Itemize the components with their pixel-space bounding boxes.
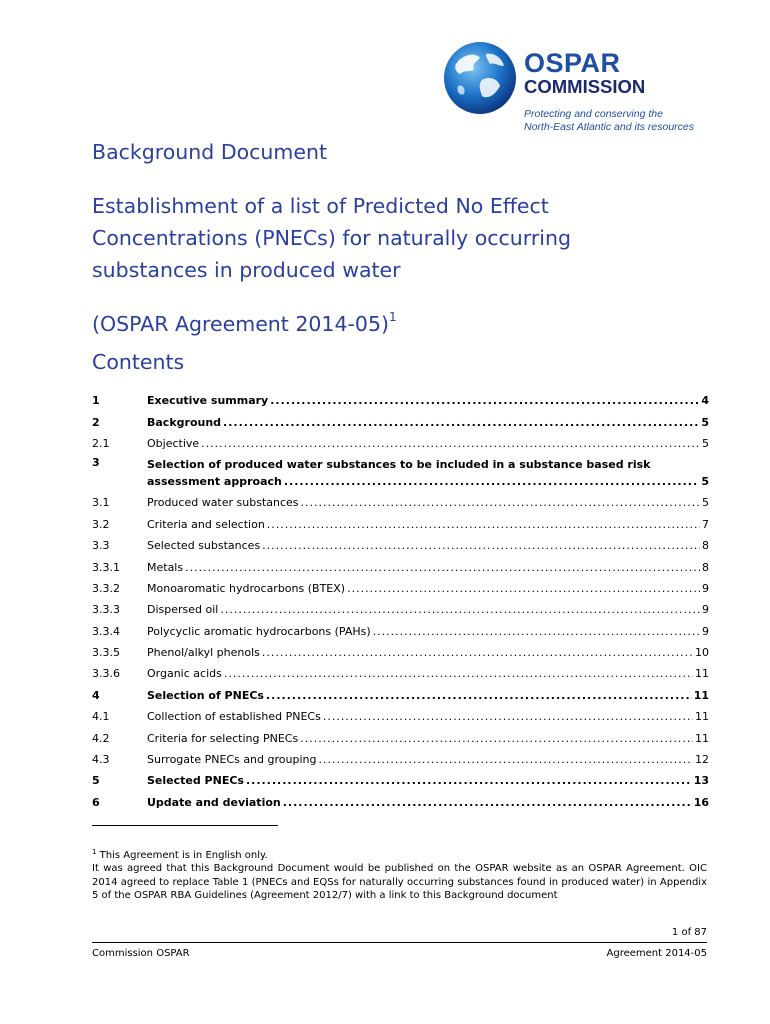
toc-entry-page: 11 — [693, 688, 709, 702]
toc-entry-number: 3 — [92, 456, 100, 470]
toc-leader-dots — [284, 473, 700, 490]
ospar-logo — [442, 40, 702, 135]
toc-entry-title: Monoaromatic hydrocarbons (BTEX) — [147, 581, 346, 595]
title-line2: Concentrations (PNECs) for naturally occurring — [92, 226, 571, 250]
toc-leader-dots — [347, 582, 700, 595]
toc-entry[interactable] — [92, 642, 709, 663]
toc-entry-number: 4.3 — [92, 753, 110, 767]
toc-entry[interactable] — [92, 749, 709, 770]
toc-entry[interactable] — [92, 770, 709, 791]
footer-left: Commission OSPAR — [92, 948, 190, 959]
toc-entry-title: Polycyclic aromatic hydrocarbons (PAHs) — [147, 624, 371, 638]
toc-entry-page: 11 — [695, 710, 709, 724]
toc-entry-number: 3.3.5 — [92, 646, 120, 660]
table-of-contents — [92, 390, 709, 813]
toc-entry[interactable] — [92, 578, 709, 599]
toc-entry-page: 10 — [695, 646, 709, 660]
toc-leader-dots — [373, 625, 700, 638]
toc-entry-page: 9 — [702, 603, 709, 617]
toc-entry-page: 4 — [701, 394, 709, 408]
toc-entry-number: 3.2 — [92, 517, 110, 531]
toc-entry[interactable] — [92, 390, 709, 411]
toc-entry-title: Produced water substances — [147, 496, 299, 510]
brand-subname: COMMISSION — [524, 76, 646, 97]
toc-entry-page: 8 — [702, 539, 709, 553]
toc-entry[interactable] — [92, 621, 709, 642]
toc-entry-title: Criteria and selection — [147, 517, 265, 531]
footnote — [92, 846, 707, 902]
document-type-heading: Background Document — [92, 140, 328, 164]
page-number: 1 of 87 — [671, 927, 707, 938]
toc-entry-title: Selected PNECs — [147, 774, 244, 788]
toc-entry-title: Selection of PNECs — [147, 688, 264, 702]
toc-entry-number: 5 — [92, 774, 100, 788]
toc-entry-title: Collection of established PNECs — [147, 710, 321, 724]
globe-icon — [442, 40, 518, 116]
toc-entry[interactable] — [92, 454, 709, 492]
toc-entry-page: 5 — [702, 496, 709, 510]
tagline-line1: Protecting and conserving the — [524, 108, 663, 120]
toc-leader-dots — [270, 394, 699, 407]
toc-leader-dots — [323, 710, 693, 723]
toc-leader-dots — [224, 667, 693, 680]
toc-entry-number: 3.3.4 — [92, 624, 120, 638]
toc-entry-page: 11 — [695, 667, 709, 681]
tagline — [524, 108, 694, 134]
toc-entry-title-line1: Selection of produced water substances to be included in a substance based risk — [147, 458, 651, 472]
toc-entry-page: 7 — [702, 517, 709, 531]
toc-entry-title: Selected substances — [147, 539, 261, 553]
toc-entry[interactable] — [92, 556, 709, 577]
toc-entry-title: Executive summary — [147, 394, 269, 408]
footnote-text: It was agreed that this Background Document would be published on the OSPAR website as an OSPAR Agreement. OIC 2014 agreed to replace Table 1 (PNECs and EQSs for naturally occurring substances found in produced water) in Appendix 5 of the OSPAR RBA Guidelines (Agreement 2012/7) with a link to this Background document — [92, 863, 707, 901]
toc-entry-page: 16 — [693, 795, 709, 809]
toc-entry[interactable] — [92, 411, 709, 432]
footer-rule — [92, 942, 707, 943]
toc-entry-page: 13 — [693, 774, 709, 788]
title-line1: Establishment of a list of Predicted No Effect — [92, 194, 549, 218]
toc-entry-number: 2.1 — [92, 436, 110, 450]
agreement-heading — [92, 310, 397, 336]
toc-entry[interactable] — [92, 663, 709, 684]
contents-heading: Contents — [92, 350, 185, 374]
toc-entry-number: 1 — [92, 394, 100, 408]
toc-entry-title: Objective — [147, 436, 200, 450]
toc-leader-dots — [301, 496, 700, 509]
toc-leader-dots — [246, 774, 692, 787]
document-title — [92, 190, 571, 286]
agreement-text: (OSPAR Agreement 2014-05) — [92, 312, 389, 336]
toc-entry-title: Criteria for selecting PNECs — [147, 731, 299, 745]
toc-entry-title: Organic acids — [147, 667, 222, 681]
toc-entry-page: 5 — [702, 436, 709, 450]
toc-entry-title: Phenol/alkyl phenols — [147, 646, 260, 660]
toc-entry-title: Surrogate PNECs and grouping — [147, 753, 317, 767]
toc-leader-dots — [262, 539, 700, 552]
toc-entry[interactable] — [92, 685, 709, 706]
toc-entry-title: assessment approach — [147, 475, 282, 489]
footnote-mark: 1 — [92, 848, 97, 856]
tagline-line2: North-East Atlantic and its resources — [524, 121, 695, 133]
toc-entry-page: 5 — [701, 415, 709, 429]
toc-entry[interactable] — [92, 514, 709, 535]
title-line3: substances in produced water — [92, 258, 401, 282]
toc-entry-number: 3.3 — [92, 539, 110, 553]
toc-entry-page: 5 — [701, 475, 709, 489]
toc-leader-dots — [220, 603, 700, 616]
toc-entry-page: 9 — [702, 581, 709, 595]
toc-entry-page: 12 — [695, 753, 709, 767]
toc-leader-dots — [201, 437, 700, 450]
toc-leader-dots — [283, 796, 692, 809]
toc-entry-number: 3.1 — [92, 496, 110, 510]
toc-entry-number: 4.1 — [92, 710, 110, 724]
footnote-separator — [92, 825, 278, 826]
toc-entry[interactable] — [92, 492, 709, 513]
footer-right: Agreement 2014-05 — [606, 948, 707, 959]
toc-leader-dots — [318, 753, 693, 766]
toc-entry[interactable] — [92, 792, 709, 813]
toc-entry-number: 2 — [92, 415, 100, 429]
toc-entry-page: 9 — [702, 624, 709, 638]
toc-entry-number: 4 — [92, 688, 100, 702]
toc-entry-number: 3.3.6 — [92, 667, 120, 681]
toc-entry-title: Background — [147, 415, 222, 429]
toc-entry-number: 3.3.1 — [92, 560, 120, 574]
toc-leader-dots — [223, 416, 699, 429]
toc-entry-number: 3.3.2 — [92, 581, 120, 595]
toc-entry[interactable] — [92, 535, 709, 556]
toc-entry[interactable] — [92, 433, 709, 454]
toc-leader-dots — [262, 646, 693, 659]
toc-entry-number: 4.2 — [92, 731, 110, 745]
toc-entry-title: Update and deviation — [147, 795, 281, 809]
brand-name: OSPAR — [524, 48, 621, 78]
footnote-line1: This Agreement is in English only. — [99, 850, 268, 861]
toc-entry-title: Metals — [147, 560, 184, 574]
toc-leader-dots — [185, 561, 700, 574]
toc-entry[interactable] — [92, 706, 709, 727]
toc-entry[interactable] — [92, 727, 709, 748]
toc-entry-number: 6 — [92, 795, 100, 809]
footnote-reference[interactable]: 1 — [389, 310, 397, 324]
toc-leader-dots — [266, 689, 692, 702]
toc-entry-page: 8 — [702, 560, 709, 574]
toc-entry[interactable] — [92, 599, 709, 620]
toc-entry-title: Dispersed oil — [147, 603, 219, 617]
toc-leader-dots — [267, 518, 700, 531]
toc-leader-dots — [300, 732, 693, 745]
toc-entry-page: 11 — [695, 731, 709, 745]
toc-entry-number: 3.3.3 — [92, 603, 120, 617]
